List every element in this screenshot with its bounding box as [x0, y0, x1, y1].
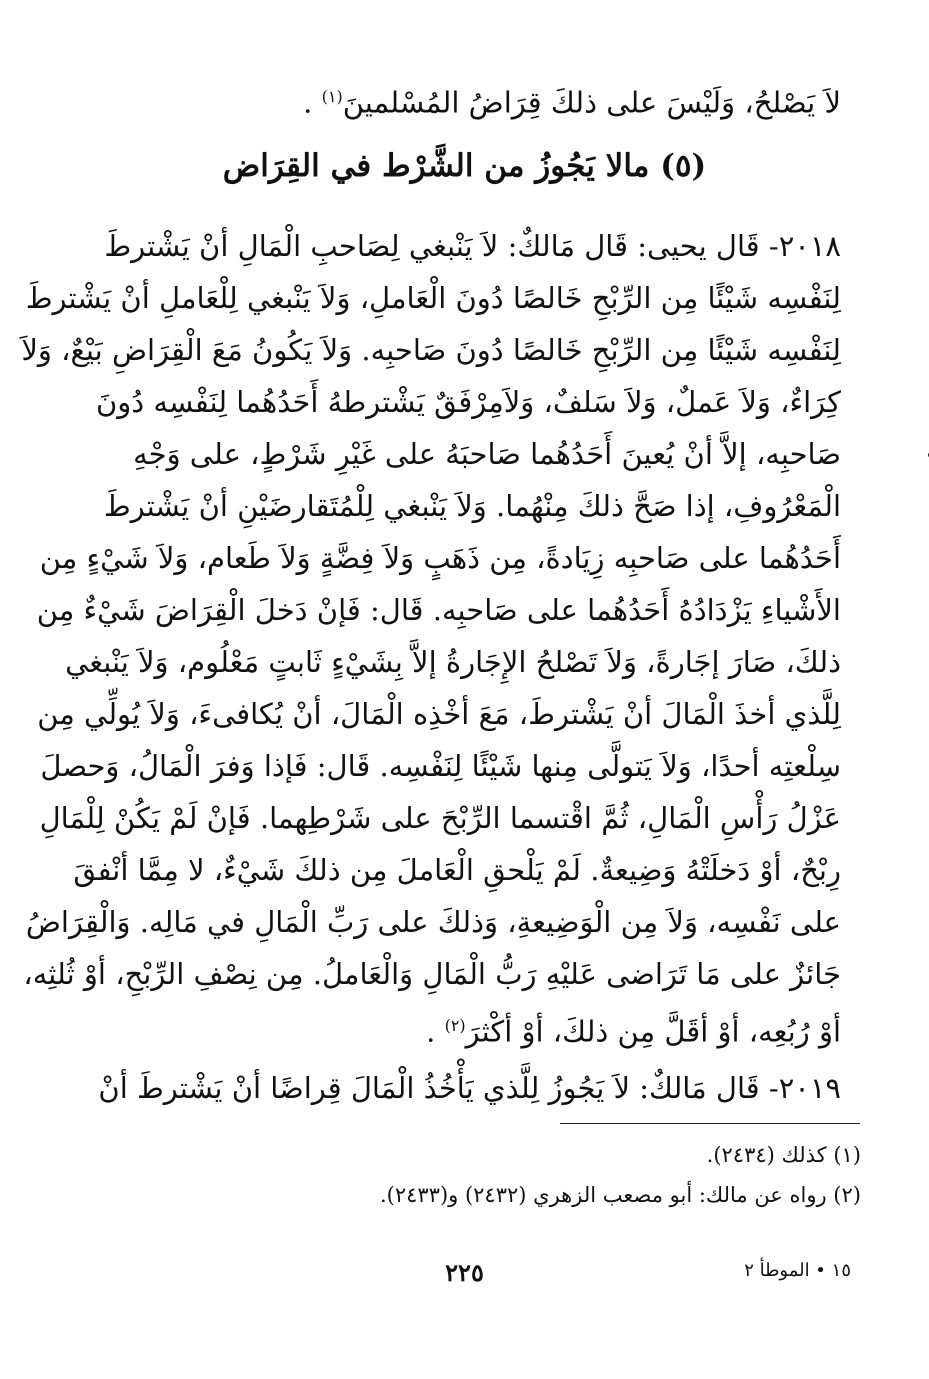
paragraph-line: على نَفْسِه، وَلاَ مِن الْوَضِيعةِ، وَذلكَ على رَبِّ الْمَالِ في مَالِه. وَالْقِرَاضُ [25, 905, 841, 939]
signature-mark: ١٥ ‌• الموطأ ٢ [744, 1260, 851, 1281]
paragraph-line: أَحَدُهُما على صَاحبِه زِيَادةً، مِن ذَهَبٍ وَلاَ فِضَّةٍ وَلاَ طَعام، وَلاَ شَيْءٍ مِن [39, 541, 841, 575]
footnote-ref-2: (٢) [444, 1016, 466, 1035]
paragraph-last-line-end: . [426, 1014, 445, 1049]
paragraph-line: ذلكَ، صَارَ إجَارةً، وَلاَ تَصْلحُ الإِجَارةُ إلاَّ بِشَيْءٍ ثَابتٍ مَعْلُوم، وَلاَ يَنْبغي [65, 645, 841, 679]
page-number: ٢٢٥ [445, 1258, 484, 1287]
paragraph-line: الأَشْياءِ يَزْدَادُهُ أَحَدُهُما على صَاحبِه. قَال: فَإنْ دَخلَ الْقِرَاضَ شَيْءٌ مِن [36, 593, 841, 627]
paragraph-last-line-text: أوْ رُبُعِه، أوْ أقَلَّ مِن ذلكَ، أوْ أكْثرَ [465, 1014, 841, 1049]
paragraph-line: كِرَاءٌ، وَلاَ عَملٌ، وَلاَ سَلفٌ، وَلاَمِرْفَقٌ يَشْترطهُ أَحَدُهُما لِنَفْسِه دُونَ [95, 385, 841, 419]
paragraph-line: الْمَعْرُوفِ، إذا صَحَّ ذلكَ مِنْهُما. وَلاَ يَنْبغي لِلْمُتَقارضَيْنِ أنْ يَشْترطَ [103, 489, 841, 523]
footnote-2: (٢) رواه عن مالك: أبو مصعب الزهري (٢٤٣٢) و(٢٤٣٣). [379, 1183, 861, 1207]
footnote-separator [560, 1123, 860, 1124]
paragraph-line: صَاحبِه، إلاَّ أنْ يُعينَ أَحَدُهُما صَاحبَهُ على غَيْرِ شَرْطٍ، على وَجْهِ [133, 437, 841, 471]
footnote-ref-1: (١) [321, 87, 343, 106]
paragraph-2019-first-line: ٢٠١٩- قَال مَالكٌ: لاَ يَجُوزُ لِلَّذي يَأْخُذُ الْمَالَ قِراضًا أنْ يَشْترطَ أنْ [98, 1071, 841, 1105]
continued-line-end: . [303, 85, 322, 120]
paragraph-line: ٢٠١٨- قَال يحيى: قَال مَالكٌ: لاَ يَنْبغي لِصَاحبِ الْمَالِ أنْ يَشْترطَ [104, 229, 841, 263]
paragraph-line: عَزْلُ رَأْسِ الْمَالِ، ثُمَّ اقْتسما الرِّبْحَ على شَرْطِهما. فَإنْ لَمْ يَكُنْ لِلْمَالِ [39, 801, 841, 835]
section-heading: (٥) مالا يَجُوزُ من الشَّرْط في القِرَاض [222, 148, 707, 184]
continued-line-text: لاَ يَصْلحُ، وَلَيْسَ على ذلكَ قِرَاضُ المُسْلمينَ [342, 85, 841, 120]
paragraph-line: سِلْعتِه أحدًا، وَلاَ يَتولَّى مِنها شَيْئًا لِنَفْسِه. قَال: فَإذا وَفرَ الْمَالُ، وَحصلَ [40, 749, 841, 783]
paragraph-line: لِلَّذي أخذَ الْمَالَ أنْ يَشْترطَ، مَعَ أخْذِه الْمَالَ، أنْ يُكافىءَ، وَلاَ يُولِّي مِن [37, 697, 841, 731]
paragraph-last-line [151, 1000, 841, 1058]
paragraph-line: رِبْحٌ، أوْ دَخلَتْهُ وَضِيعةٌ. لَمْ يَلْحقِ الْعَاملَ مِن ذلكَ شَيْءٌ، لا مِمَّا أنْفقَ [73, 853, 841, 887]
footnote-1: (١) كذلك (٢٤٣٤). [706, 1143, 861, 1167]
continued-line [141, 72, 841, 128]
paragraph-line: لِنَفْسِه شَيْئًا مِن الرِّبْحِ خَالصًا دُونَ الْعَاملِ، وَلاَ يَنْبغي لِلْعَاملِ أنْ يَشْترطَ [25, 281, 841, 315]
paragraph-line: جَائزٌ على مَا تَرَاضى عَليْهِ رَبُّ الْمَالِ وَالْعَاملُ. مِن نِصْفِ الرِّبْحِ، أوْ ثُلثِه، [23, 957, 841, 991]
paragraph-line: لِنَفْسِه شَيْئًا مِن الرِّبْحِ خَالصًا دُونَ صَاحبِه. وَلاَ يَكُونُ مَعَ الْقِرَاضِ بَيْعٌ، وَلاَ [21, 333, 841, 367]
